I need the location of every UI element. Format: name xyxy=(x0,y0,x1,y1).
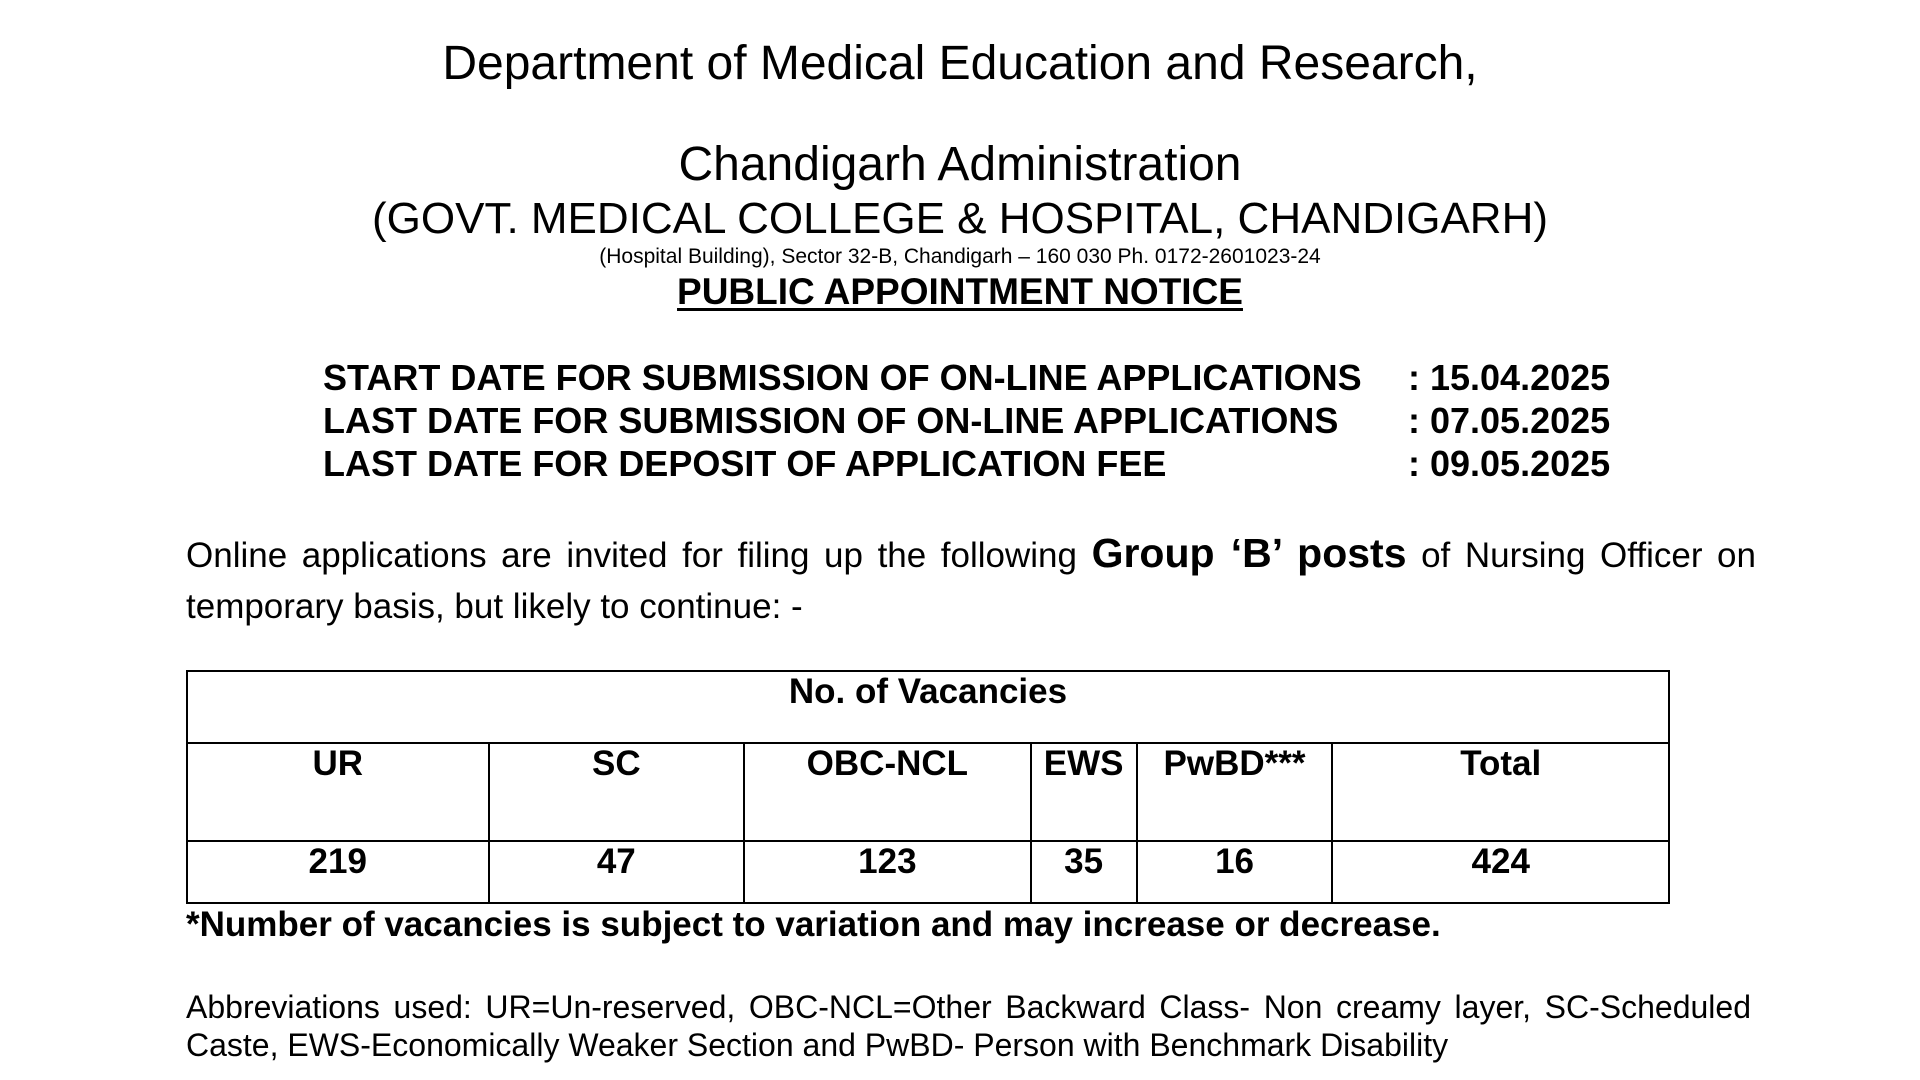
cell-obc-ncl: 123 xyxy=(744,841,1031,903)
table-row xyxy=(187,841,1669,903)
column-header-obc-ncl: OBC-NCL xyxy=(744,743,1031,841)
date-label: START DATE FOR SUBMISSION OF ON-LINE APPLICATIONS xyxy=(323,357,1362,398)
cell-ur: 219 xyxy=(187,841,489,903)
cell-pwbd: 16 xyxy=(1137,841,1333,903)
column-header-pwbd: PwBD*** xyxy=(1137,743,1333,841)
date-label: LAST DATE FOR SUBMISSION OF ON-LINE APPLICATIONS xyxy=(323,400,1339,441)
column-header-ews: EWS xyxy=(1031,743,1137,841)
notice-title: PUBLIC APPOINTMENT NOTICE xyxy=(677,271,1243,312)
department-heading: Department of Medical Education and Research, xyxy=(442,37,1478,90)
administration-heading: Chandigarh Administration xyxy=(678,138,1242,191)
column-header-sc: SC xyxy=(489,743,745,841)
table-header-row xyxy=(187,743,1669,841)
table-title-row xyxy=(187,671,1669,743)
intro-emphasis: Group ‘B’ posts xyxy=(1091,530,1407,576)
college-heading: (GOVT. MEDICAL COLLEGE & HOSPITAL, CHANDIGARH) xyxy=(372,194,1548,243)
intro-paragraph xyxy=(186,528,1756,632)
table-title: No. of Vacancies xyxy=(187,671,1669,743)
cell-ews: 35 xyxy=(1031,841,1137,903)
intro-text-part1: Online applications are invited for filing up the following xyxy=(186,536,1092,575)
address-line: (Hospital Building), Sector 32-B, Chandigarh – 160 030 Ph. 0172-2601023-24 xyxy=(599,245,1321,268)
column-header-ur: UR xyxy=(187,743,489,841)
date-value: : 09.05.2025 xyxy=(1408,443,1611,484)
date-label: LAST DATE FOR DEPOSIT OF APPLICATION FEE xyxy=(323,443,1167,484)
vacancies-table xyxy=(186,670,1670,904)
date-value: : 15.04.2025 xyxy=(1408,357,1611,398)
cell-total: 424 xyxy=(1332,841,1669,903)
notice-title-wrap xyxy=(0,271,1920,313)
intro-text-part2: of Nursing Officer on temporary basis, but likely to continue: - xyxy=(186,536,1756,626)
abbreviations-paragraph: Abbreviations used: UR=Un-reserved, OBC-NCL=Other Backward Class- Non creamy layer, SC-Scheduled Caste, EWS-Economically Weaker Section and PwBD- Person with Benchmark Disability xyxy=(186,989,1751,1063)
cell-sc: 47 xyxy=(489,841,745,903)
date-value: : 07.05.2025 xyxy=(1408,400,1611,441)
column-header-total: Total xyxy=(1332,743,1669,841)
vacancy-note: *Number of vacancies is subject to variation and may increase or decrease. xyxy=(186,905,1441,944)
